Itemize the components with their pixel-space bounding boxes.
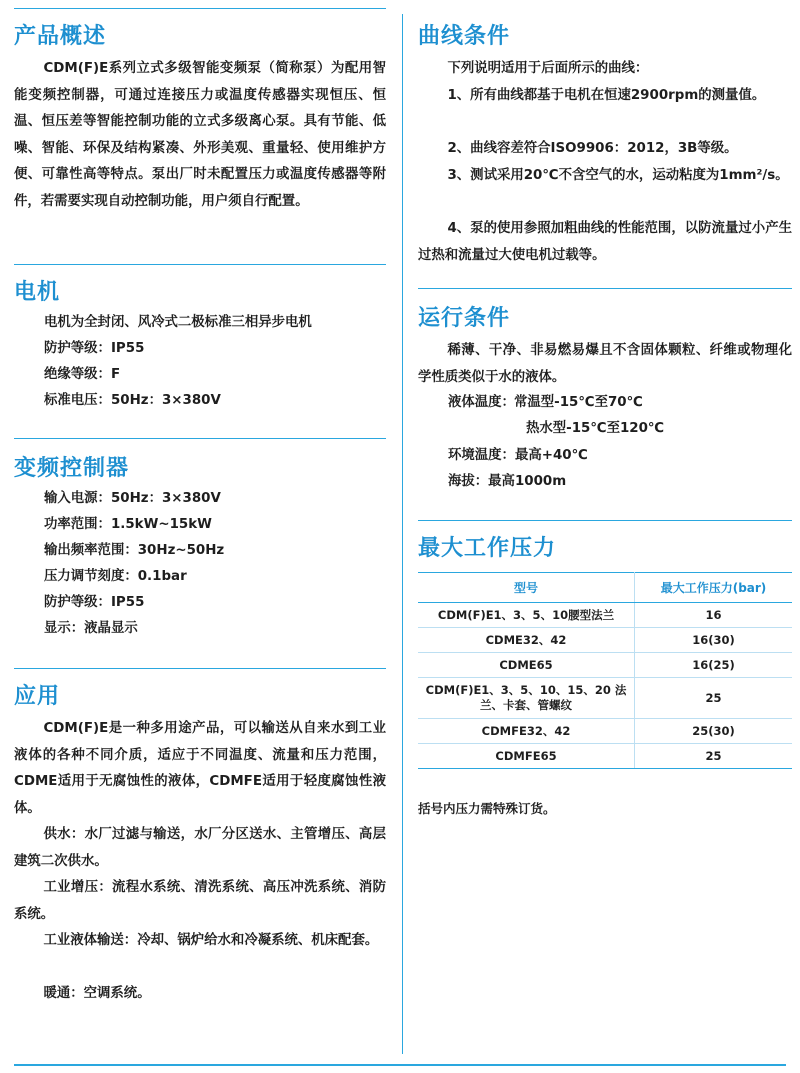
application-text: 暖通：空调系统。 — [43, 986, 151, 1001]
pressure-cell: 16(25) — [635, 653, 793, 678]
application-text: 供水：水厂过滤与输送，水厂分区送水、主管增压、高层建筑二次供水。 — [14, 827, 386, 869]
bottom-rule — [14, 1064, 786, 1066]
curves-intro: 下列说明适用于后面所示的曲线： — [447, 61, 649, 76]
model-cell: CDM(F)E1、3、5、10腰型法兰 — [418, 603, 635, 628]
pressure-cell: 25 — [635, 678, 793, 719]
model-cell: CDM(F)E1、3、5、10、15、20 法兰、卡套、管螺纹 — [418, 678, 635, 719]
table-row — [418, 628, 792, 653]
curves-heading: 曲线条件 — [418, 24, 511, 49]
section-rule — [418, 520, 792, 521]
model-cell: CDME32、42 — [418, 628, 635, 653]
pressure-cell: 16(30) — [635, 628, 793, 653]
pressure-cell: 16 — [635, 603, 793, 628]
column-divider — [402, 14, 403, 1054]
motor-heading: 电机 — [14, 280, 61, 305]
curves-item: 4、泵的使用参照加粗曲线的性能范围，以防流量过小产生过热和流量过大使电机过载等。 — [418, 221, 792, 263]
application-text: CDM(F)E是一种多用途产品，可以输送从自来水到工业液体的各种不同介质，适应于不同温度、流量和压力范围，CDME适用于无腐蚀性的液体，CDMFE适用于轻度腐蚀性液体。 — [14, 721, 386, 816]
curves-item: 1、所有曲线都基于电机在恒速2900rpm的测量值。 — [447, 88, 766, 103]
controller-line: 防护等级：IP55 — [44, 595, 145, 610]
overview-heading: 产品概述 — [14, 24, 107, 49]
controller-line: 功率范围：1.5kW~15kW — [44, 517, 212, 532]
section-rule — [14, 264, 386, 265]
table-row — [418, 603, 792, 628]
altitude: 海拔：最高1000m — [448, 474, 567, 489]
table-header-row — [418, 573, 792, 603]
model-cell: CDME65 — [418, 653, 635, 678]
section-rule — [14, 8, 386, 9]
application-text: 工业液体输送：冷却、锅炉给水和冷凝系统、机床配套。 — [43, 933, 379, 948]
header-pressure: 最大工作压力(bar) — [635, 573, 793, 603]
section-rule — [14, 668, 386, 669]
liquid-temp-label: 液体温度： — [448, 395, 515, 410]
section-rule — [14, 438, 386, 439]
model-cell: CDMFE32、42 — [418, 719, 635, 744]
motor-line: 标准电压：50Hz：3×380V — [44, 393, 221, 408]
table-row — [418, 719, 792, 744]
controller-line: 输入电源：50Hz：3×380V — [44, 491, 221, 506]
application-text: 工业增压：流程水系统、清洗系统、高压冲洗系统、消防系统。 — [14, 880, 386, 922]
pressure-table — [418, 572, 792, 769]
controller-line: 压力调节刻度：0.1bar — [44, 569, 187, 584]
motor-line: 绝缘等级：F — [44, 367, 121, 382]
curves-item: 2、曲线容差符合ISO9906：2012，3B等级。 — [447, 141, 738, 156]
pressure-cell: 25(30) — [635, 719, 793, 744]
application-heading: 应用 — [14, 684, 61, 709]
liquid-temp-hot: 热水型-15℃至120℃ — [526, 421, 665, 436]
model-cell: CDMFE65 — [418, 744, 635, 769]
controller-heading: 变频控制器 — [14, 456, 130, 481]
controller-line: 显示：液晶显示 — [44, 621, 138, 636]
pressure-heading: 最大工作压力 — [418, 536, 557, 561]
motor-line: 防护等级：IP55 — [44, 341, 145, 356]
table-row — [418, 653, 792, 678]
section-rule — [418, 288, 792, 289]
operating-text: 稀薄、干净、非易燃易爆且不含固体颗粒、纤维或物理化学性质类似于水的液体。 — [418, 343, 792, 385]
pressure-note: 括号内压力需特殊订货。 — [418, 801, 556, 816]
pressure-cell: 25 — [635, 744, 793, 769]
overview-text: CDM(F)E系列立式多级智能变频泵（简称泵）为配用智能变频控制器，可通过连接压力或温度传感器实现恒压、恒温、恒压差等智能控制功能的立式多级离心泵。具有节能、低噪、智能、环保及结构紧凑、外形美观、重量轻、使用维护方便、可靠性高等特点。泵出厂时未配置压力或温度传感器等附件，若需要实现自动控制功能，用户须自行配置。 — [14, 61, 386, 209]
header-model: 型号 — [418, 573, 635, 603]
curves-item: 3、测试采用20℃不含空气的水，运动粘度为1mm²/s。 — [447, 168, 789, 183]
motor-line: 电机为全封闭、风冷式二极标准三相异步电机 — [44, 315, 312, 330]
liquid-temp-normal: 常温型-15℃至70℃ — [514, 395, 643, 410]
operating-heading: 运行条件 — [418, 306, 511, 331]
table-row — [418, 678, 792, 719]
controller-line: 输出频率范围：30Hz~50Hz — [44, 543, 225, 558]
table-row — [418, 744, 792, 769]
ambient-temp: 环境温度：最高+40℃ — [448, 448, 588, 463]
